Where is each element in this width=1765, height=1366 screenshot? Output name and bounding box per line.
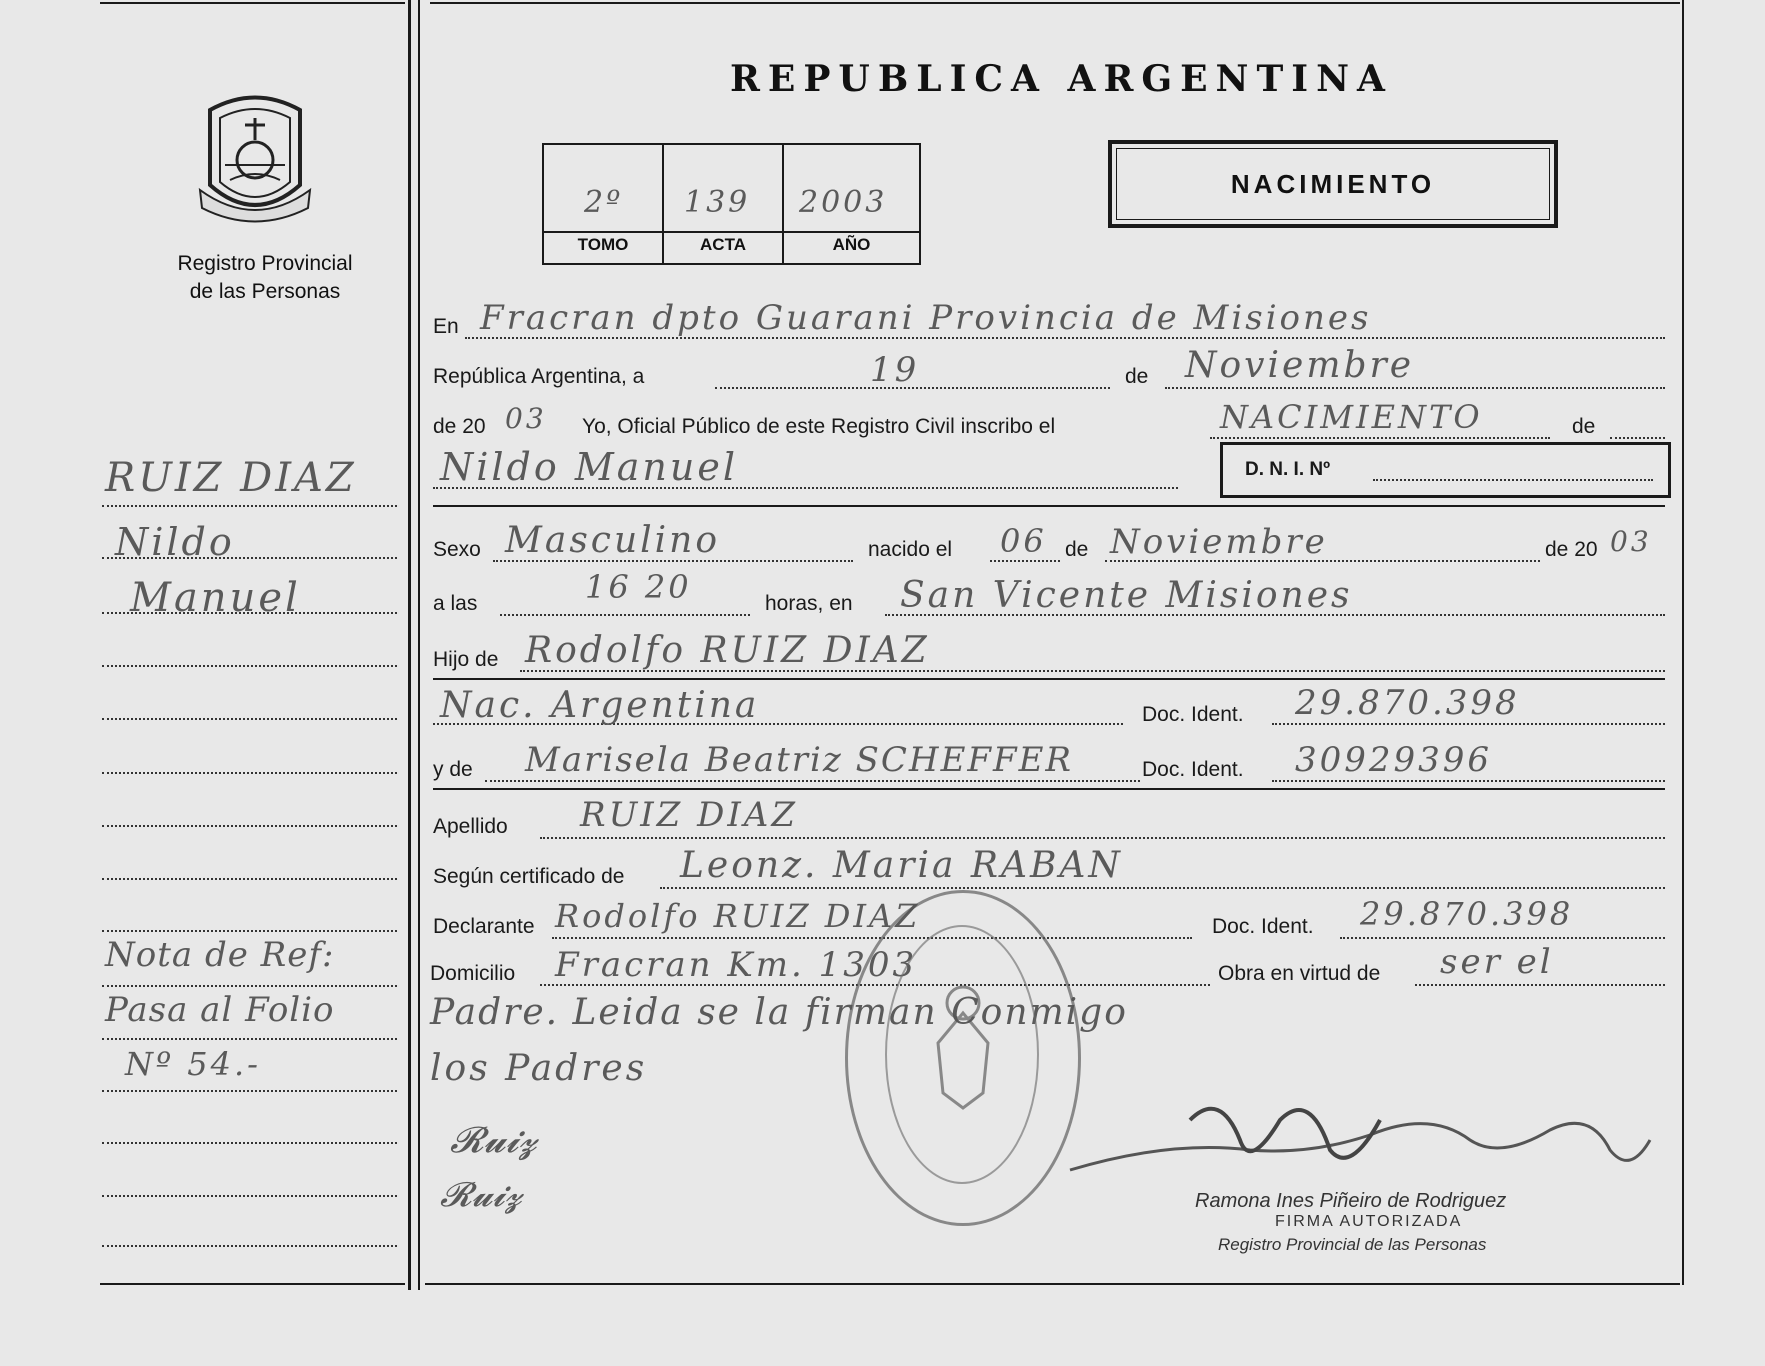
value-lugar: Fracran dpto Guarani Provincia de Misiones [480,298,1372,338]
margin-line-7 [102,825,397,827]
signatory-name: Ramona Ines Piñeiro de Rodriguez [1195,1190,1507,1212]
value-nacido-mes: Noviembre [1110,522,1328,562]
label-horas-en: horas, en [765,592,853,615]
line-madre [485,780,1140,782]
value-nacido-dia: 06 [1000,522,1047,560]
label-de-end: de [1572,415,1596,438]
ano-value: 2003 [799,185,888,220]
value-certificado: Leonz. Maria RABAN [680,845,1123,886]
value-lugar-nac: San Vicente Misiones [900,575,1353,616]
value-domicilio: Fracran Km. 1303 [555,945,918,985]
margin-line-13 [102,1142,397,1144]
margin-line-4 [102,665,397,667]
value-obra-cont-1: Padre. Leida se la firman Conmigo [430,992,1128,1033]
line-madre-doc [1272,780,1665,782]
label-en: En [433,315,459,338]
margin-line-8 [102,878,397,880]
value-anio-sufijo: 03 [505,402,547,435]
margin-line-6 [102,772,397,774]
line-obra [1415,984,1665,986]
record-type: NACIMIENTO [1116,148,1550,220]
label-hijo-de: Hijo de [433,648,499,671]
label-a-las: a las [433,592,478,615]
value-madre-doc: 30929396 [1295,740,1493,780]
rule-madre [433,788,1665,790]
center-divider [408,0,411,1290]
dni-label: D. N. I. Nº [1245,459,1331,480]
label-y-de: y de [433,758,473,781]
official-signature-scrawl [1050,1080,1670,1190]
margin-note-1: Nota de Ref: [105,935,335,975]
label-apellido: Apellido [433,815,508,838]
label-segun: Según certificado de [433,865,625,888]
witness-signature-2: 𝓡𝓾𝓲𝔃 [440,1175,523,1215]
value-apellido: RUIZ DIAZ [580,795,798,835]
label-obra: Obra en virtud de [1218,962,1381,985]
line-mes [1165,387,1665,389]
page-title: REPUBLICA ARGENTINA [730,58,1393,100]
line-end [1610,437,1665,439]
registry-name [135,250,395,306]
label-yo-oficial: Yo, Oficial Público de este Registro Civil inscribo el [582,415,1056,438]
ano-label: AÑO [832,235,871,254]
margin-line-5 [102,718,397,720]
dni-box [1220,442,1671,498]
rule-nombre [433,505,1665,507]
label-de20: de 20 [433,415,486,438]
margin-note-3: Nº 54.- [125,1045,261,1083]
value-declarante-doc: 29.870.398 [1360,895,1574,933]
value-declarante: Rodolfo RUIZ DIAZ [555,897,921,935]
registry-line-2: de las Personas [189,280,341,303]
value-mes: Noviembre [1185,345,1415,386]
line-padre-doc [1272,723,1665,725]
bottom-rule-left [100,1283,405,1285]
tomo-value: 2º [584,185,624,220]
value-hora: 16 20 [585,568,692,606]
right-border [1682,0,1684,1285]
label-sexo: Sexo [433,538,481,561]
value-obra: ser el [1440,942,1554,982]
line-dni [1373,479,1653,481]
label-doc-ident-2: Doc. Ident. [1142,758,1244,781]
margin-nombre-2: Manuel [130,575,301,621]
line-acto [1210,437,1550,439]
label-domicilio: Domicilio [430,962,516,985]
record-type-box [1108,140,1558,228]
tomo-label: TOMO [577,235,629,254]
value-padre-doc: 29.870.398 [1295,683,1520,723]
acta-value: 139 [684,185,751,220]
margin-apellido: RUIZ DIAZ [105,455,357,501]
line-declarante-doc [1340,937,1665,939]
value-madre: Marisela Beatriz SCHEFFER [525,740,1073,780]
value-dia: 19 [870,350,920,390]
margin-line-14 [102,1195,397,1197]
margin-note-2: Pasa al Folio [105,990,335,1030]
witness-signature-1: 𝓡𝓾𝓲𝔃 [450,1120,537,1161]
line-certificado [660,887,1665,889]
value-nombre: Nildo Manuel [440,445,738,489]
rule-padre [433,678,1665,680]
signatory-office: Registro Provincial de las Personas [1218,1235,1487,1254]
registry-line-1: Registro Provincial [177,252,353,275]
margin-line-1 [102,505,397,507]
label-nacido-el: nacido el [868,538,953,561]
bottom-rule-right [425,1283,1680,1285]
margin-nombre-1: Nildo [115,520,235,564]
center-divider-2 [418,0,420,1290]
margin-line-15 [102,1245,397,1247]
acta-label: ACTA [700,235,746,254]
top-rule-right [430,2,1680,4]
official-stamp-inner-ring [885,925,1039,1184]
misiones-seal [190,90,320,225]
line-nacido-dia [990,560,1060,562]
value-acto: NACIMIENTO [1220,398,1483,436]
signatory-role: FIRMA AUTORIZADA [1275,1213,1463,1230]
coat-of-arms-icon [190,90,320,225]
value-nacido-anio: 03 [1610,525,1652,558]
line-hora [500,614,750,616]
record-number-box [542,143,921,265]
value-padre: Rodolfo RUIZ DIAZ [525,630,930,671]
value-sexo: Masculino [505,520,721,561]
label-de-nacido: de [1065,538,1089,561]
line-apellido [540,837,1665,839]
label-de-mes: de [1125,365,1149,388]
label-de20-nacido: de 20 [1545,538,1598,561]
margin-line-9 [102,930,397,932]
margin-line-12 [102,1090,397,1092]
label-doc-ident-1: Doc. Ident. [1142,703,1244,726]
value-obra-cont-2: los Padres [430,1048,648,1089]
label-declarante: Declarante [433,915,535,938]
margin-line-11 [102,1038,397,1040]
value-nacionalidad: Nac. Argentina [440,685,760,726]
label-doc-ident-3: Doc. Ident. [1212,915,1314,938]
label-republica: República Argentina, a [433,365,645,388]
top-rule-left [100,2,405,4]
margin-line-10 [102,985,397,987]
record-box-rule [544,231,919,233]
